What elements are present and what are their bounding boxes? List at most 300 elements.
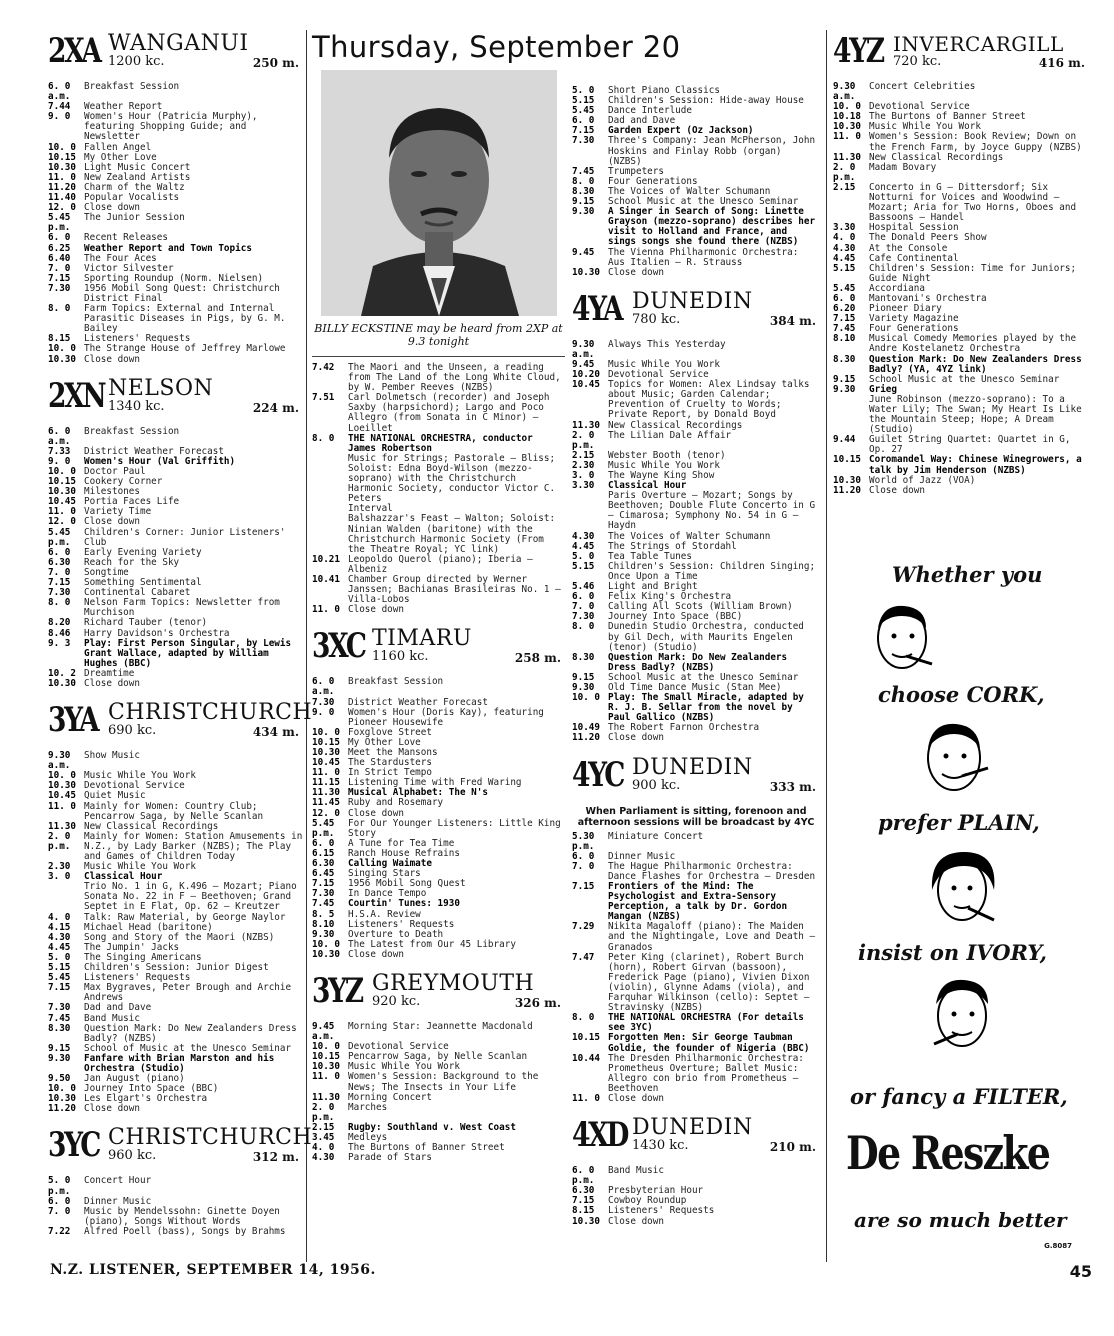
programme-title: Music While You Work: [869, 121, 981, 133]
programme-entry: [312, 708, 565, 728]
programme-time: 7. 0: [572, 860, 595, 872]
programme-title: June Robinson (mezzo-soprano): To a Water Lily; The Swan; My Heart Is Like the Mountain Steep; Hope; A Dream (Studio): [869, 393, 1082, 436]
programme-entry: [833, 486, 1089, 496]
programme-title: Close down: [348, 948, 404, 960]
programme-time: 10.18: [833, 111, 861, 123]
programme-time: [312, 504, 348, 514]
programme-title: Les Elgart's Orchestra: [84, 1093, 208, 1105]
programme-time: 6.30: [572, 1185, 595, 1197]
programme-title: Classical Hour: [84, 871, 163, 883]
programme-time: 6. 0: [833, 292, 856, 304]
programme-time: 7.15: [572, 125, 595, 137]
programme-time: 2. 0 p.m.: [48, 830, 71, 852]
programme-title: Close down: [608, 266, 664, 278]
programme-time: 7.30: [572, 611, 595, 623]
woman-smoking-icon: [922, 842, 1006, 932]
programme-title: Continental Cabaret: [84, 587, 191, 599]
station-header-3xc: [312, 623, 565, 675]
page-title: Thursday, September 20: [312, 30, 681, 64]
programme-title: Listeners' Requests: [348, 918, 455, 930]
programme-time: 7.45: [312, 898, 335, 910]
programme-time: 7.30: [48, 1002, 71, 1014]
programme-time: 11.30: [312, 1091, 340, 1103]
programme-entry: [572, 491, 820, 531]
station-code: 4YZ: [833, 31, 883, 71]
programme-title: Morning Concert: [348, 1091, 432, 1103]
programme-title: Always This Yesterday: [608, 338, 726, 350]
programme-time: 8. 0: [572, 621, 595, 633]
programme-title: Calling All Scots (William Brown): [608, 601, 793, 613]
programme-title: Forgotten Men: Sir George Taubman Goldie, the founder of Nigeria (BBC): [608, 1032, 810, 1054]
programme-entry: [312, 434, 565, 454]
programme-title: In Strict Tempo: [348, 767, 432, 779]
programme-entry: [833, 132, 1089, 152]
programme-entry: [572, 1013, 820, 1033]
programme-title: Guilet String Quartet: Quartet in G, Op. 27: [869, 434, 1071, 456]
programme-time: 7.45: [833, 323, 856, 335]
programme-title: Nelson Farm Topics: Newsletter from Murchison: [84, 597, 280, 619]
station-wavelength: 434 m.: [252, 725, 299, 740]
station-frequency: 690 kc.: [108, 723, 157, 739]
programme-time: 7. 0: [572, 601, 595, 613]
programme-title: Close down: [348, 604, 404, 616]
programme-time: 2.15: [833, 181, 856, 193]
programme-title: Quiet Music: [84, 790, 146, 802]
programme-time: 11.30: [572, 419, 600, 431]
station-code: 3YA: [48, 700, 98, 741]
programme-title: Ruby and Rosemary: [348, 797, 444, 809]
station-code: 4YC: [572, 754, 624, 795]
programme-time: 6. 0: [312, 837, 335, 849]
programme-time: 7.33: [48, 445, 71, 457]
programme-time: 5.45: [572, 105, 595, 117]
portrait-image: [321, 70, 557, 316]
programme-time: 4.45: [48, 941, 71, 953]
programme-time: 10.30: [48, 486, 76, 498]
programme-title: Band Music: [84, 1012, 140, 1024]
programme-title: Fanfare with Brian Marston and his Orchestra (Studio): [84, 1052, 275, 1074]
programme-time: 11. 0: [48, 506, 76, 518]
station-header-3yc: [48, 1122, 313, 1174]
programme-time: 6. 0: [572, 591, 595, 603]
programme-title: Pencarrow Saga, by Nelle Scanlan: [348, 1051, 528, 1063]
programme-entry: [572, 268, 820, 278]
parliament-notice: When Parliament is sitting, forenoon and afternoon sessions will be broadcast by 4YC: [577, 805, 815, 828]
programme-time: 11. 0: [312, 1071, 340, 1083]
programme-title: New Classical Recordings: [84, 820, 219, 832]
programme-time: 6.20: [833, 303, 856, 315]
programme-title: Light Music Concert: [84, 161, 191, 173]
programme-entry: [312, 363, 565, 393]
programme-list: [572, 340, 820, 744]
programme-title: Victor Silvester: [84, 262, 174, 274]
programme-title: Presbyterian Hour: [608, 1185, 704, 1197]
programme-time: [833, 395, 869, 435]
programme-entry: [48, 598, 303, 618]
programme-title: School Music at the Unesco Seminar: [608, 671, 799, 683]
programme-title: Four Generations: [869, 323, 959, 335]
programme-time: 7.47: [572, 951, 595, 963]
programme-entry: [48, 1176, 303, 1196]
programme-time: 3.30: [833, 222, 856, 234]
programme-time: 11. 0: [572, 1092, 600, 1104]
station-name: DUNEDIN: [632, 288, 753, 314]
programme-title: Question Mark: Do New Zealanders Dress Badly? (NZBS): [608, 651, 788, 673]
programme-entry: [312, 899, 565, 909]
station-wavelength: 333 m.: [769, 779, 816, 794]
programme-entry: [48, 355, 303, 365]
programme-title: Band Music: [608, 1165, 664, 1177]
programme-title: Close down: [84, 353, 140, 365]
programme-title: The Voices of Walter Schumann: [608, 185, 771, 197]
programme-title: Cafe Continental: [869, 252, 959, 264]
station-frequency: 900 kc.: [632, 777, 681, 793]
programme-time: 7.15: [48, 577, 71, 589]
programme-title: Frontiers of the Mind: The Psychologist and Extra-Sensory Perception, a talk by Dr. Gordon Mangan (NZBS): [608, 881, 788, 923]
programme-time: 6.30: [312, 858, 335, 870]
programme-entry: [572, 1033, 820, 1053]
programme-time: 7.30: [48, 587, 71, 599]
programme-time: 8. 5: [312, 908, 335, 920]
programme-entry: [572, 882, 820, 922]
programme-time: 5. 0 p.m.: [48, 1175, 71, 1197]
programme-entry: [572, 922, 820, 952]
programme-title: School Music at the Unesco Seminar: [608, 196, 799, 208]
programme-time: 5.15: [572, 95, 595, 107]
programme-entry: [312, 454, 565, 504]
station-frequency: 1340 kc.: [108, 398, 165, 414]
programme-title: Something Sentimental: [84, 577, 202, 589]
programme-title: Chamber Group directed by Werner Janssen; Bachianas Brasileiras No. 1 — Villa-Lobos: [348, 573, 561, 606]
programme-entry: [312, 677, 565, 697]
programme-list: [572, 832, 820, 1105]
programme-time: 4. 0: [48, 911, 71, 923]
programme-time: 10.15: [833, 454, 861, 466]
programme-title: Question Mark: Do New Zealanders Dress Badly? (NZBS): [84, 1022, 297, 1044]
programme-time: 11. 0: [833, 131, 861, 143]
programme-time: 7. 0: [48, 1205, 71, 1217]
programme-time: 6. 0: [48, 232, 71, 244]
programme-time: 10. 0: [572, 692, 600, 704]
programme-time: 4.30: [48, 931, 71, 943]
programme-entry: [48, 1003, 303, 1013]
programme-entry: [572, 1166, 820, 1186]
programme-title: My Other Love: [348, 736, 421, 748]
programme-time: 5. 0: [572, 85, 595, 96]
programme-time: 7.45: [572, 165, 595, 177]
programme-time: 10. 0: [48, 1083, 76, 1095]
programme-time: 9.44: [833, 434, 856, 446]
programme-title: Devotional Service: [348, 1041, 449, 1053]
programme-time: 10. 0: [48, 466, 76, 477]
programme-title: Coromandel Way: Chinese Winegrowers, a talk by Jim Henderson (NZBS): [869, 454, 1082, 476]
programme-time: 7.15: [572, 1195, 595, 1207]
programme-title: The Strange House of Jeffrey Marlowe: [84, 343, 286, 355]
programme-time: 5.30 p.m.: [572, 830, 595, 852]
programme-title: Close down: [84, 202, 140, 214]
programme-entry: [48, 284, 303, 304]
programme-entry: [48, 1227, 303, 1237]
programme-title: Listeners' Requests: [608, 1205, 715, 1217]
programme-title: Harry Davidson's Orchestra: [84, 627, 230, 639]
programme-entry: [572, 733, 820, 743]
programme-time: 7.51: [312, 392, 335, 404]
programme-title: Charm of the Waltz: [84, 181, 185, 193]
programme-time: 2. 0 p.m.: [312, 1101, 335, 1123]
programme-entry: [572, 832, 820, 852]
programme-time: 8.30: [48, 1022, 71, 1034]
programme-time: 6.40: [48, 252, 71, 264]
programme-entry: [833, 233, 1089, 243]
programme-title: Singing Stars: [348, 868, 421, 880]
programme-title: Ranch House Refrains: [348, 847, 460, 859]
programme-title: H.S.A. Review: [348, 908, 421, 920]
page-number: 45: [1069, 1262, 1092, 1281]
programme-time: 5.46: [572, 581, 595, 593]
programme-time: 10.30: [48, 161, 76, 173]
programme-title: Grieg: [869, 383, 897, 395]
programme-entry: [833, 264, 1089, 284]
programme-title: The Dresden Philharmonic Orchestra: Prometheus Overture; Ballet Music: Allegro con brio from Prometheus — Beethoven: [608, 1052, 804, 1094]
programme-entry: [48, 983, 303, 1003]
programme-time: 9.45 a.m.: [312, 1020, 335, 1043]
programme-title: Tea Table Tunes: [608, 550, 692, 562]
programme-time: 2. 0 p.m.: [833, 161, 856, 183]
programme-title: Close down: [869, 484, 925, 496]
programme-title: Paris Overture — Mozart; Songs by Beethoven; Double Flute Concerto in G — Cimarosa; Symphony No. 54 in G — Haydn: [608, 490, 816, 532]
programme-time: 9.15: [833, 373, 856, 385]
programme-title: Mainly for Women: Station Amusements in N.Z., by Lady Barker (NZBS); The Play and Games of Children Today: [84, 830, 303, 862]
programme-time: 6. 0 a.m.: [48, 81, 71, 103]
programme-time: 8.20: [48, 617, 71, 629]
programme-entry: [572, 1217, 820, 1227]
programme-title: Women's Hour (Patricia Murphy), featuring Shopping Guide; and Newsletter: [84, 111, 258, 143]
programme-title: At the Console: [869, 242, 948, 254]
programme-time: 10.45: [312, 757, 340, 769]
programme-entry: [48, 1207, 303, 1227]
programme-time: 10.30: [312, 747, 340, 758]
programme-entry: [312, 819, 565, 839]
programme-time: 9.30 a.m.: [572, 338, 595, 360]
programme-time: 10. 0: [48, 343, 76, 355]
programme-entry: [833, 355, 1089, 375]
programme-entry: [572, 562, 820, 582]
programme-time: [572, 491, 608, 531]
programme-time: 4.30: [312, 1152, 335, 1164]
station-wavelength: 312 m.: [252, 1150, 299, 1165]
man-smoking-icon: [862, 594, 942, 676]
programme-title: Miniature Concert: [608, 830, 704, 842]
programme-title: Carl Dolmetsch (recorder) and Joseph Saxby (harpsichord); Largo and Poco Allegro (from Sonata in C Minor) — Loeillet: [348, 392, 550, 434]
programme-time: 9.30 a.m.: [48, 750, 71, 772]
programme-time: 4.15: [48, 921, 71, 933]
column-4: [833, 28, 1089, 496]
programme-entry: [572, 431, 820, 451]
programme-time: 10.20: [572, 369, 600, 381]
programme-title: Mantovani's Orchestra: [869, 292, 987, 304]
programme-title: Trumpeters: [608, 165, 664, 177]
programme-time: 5.45 p.m.: [48, 212, 71, 234]
programme-title: Dinner Music: [84, 1195, 152, 1207]
programme-title: New Classical Recordings: [869, 151, 1004, 163]
man-smoking-icon: [912, 712, 996, 800]
programme-title: The Jumpin' Jacks: [84, 941, 180, 953]
programme-title: Musical Alphabet: The N's: [348, 787, 488, 799]
programme-time: 8.30: [833, 353, 856, 365]
programme-title: Classical Hour: [608, 480, 687, 492]
programme-time: 7.30: [312, 888, 335, 900]
programme-title: Breakfast Session: [84, 81, 180, 92]
programme-time: 2.30: [572, 459, 595, 471]
station-name: CHRISTCHURCH: [108, 1125, 313, 1151]
programme-time: 9.50: [48, 1073, 71, 1085]
programme-title: Fallen Angel: [84, 141, 152, 153]
station-name: CHRISTCHURCH: [108, 700, 313, 726]
programme-title: Music While You Work: [84, 770, 196, 782]
programme-title: Women's Session: Background to the News; The Insects in Your Life: [348, 1071, 539, 1093]
programme-entry: [48, 882, 303, 912]
programme-time: 11.40: [48, 192, 76, 204]
programme-title: Play: First Person Singular, by Lewis Grant Wallace, adapted by William Hughes (BBC): [84, 637, 292, 669]
programme-time: 5. 0: [48, 951, 71, 963]
programme-title: A Tune for Tea Time: [348, 837, 455, 849]
programme-time: 11. 0: [48, 800, 76, 812]
programme-entry: [572, 248, 820, 268]
programme-time: 9.15: [572, 671, 595, 683]
station-frequency: 780 kc.: [632, 311, 681, 327]
programme-title: Listening Time with Fred Waring: [348, 777, 522, 789]
programme-time: 10.45: [572, 379, 600, 391]
station-header-4yc: [572, 752, 820, 804]
programme-title: The Stardusters: [348, 757, 432, 769]
programme-time: [312, 454, 348, 504]
programme-title: Topics for Women: Alex Lindsay talks about Music; Garden Calendar; Prevention of Cruelty to Words; Private Report, by Donald Boyd: [608, 379, 810, 421]
programme-title: Variety Magazine: [869, 313, 959, 325]
programme-time: 10.30: [572, 266, 600, 278]
programme-title: Richard Tauber (tenor): [84, 617, 208, 629]
programme-time: 10. 0: [833, 101, 861, 113]
column-3: [572, 28, 820, 1227]
programme-entry: [833, 163, 1089, 183]
station-wavelength: 416 m.: [1038, 56, 1085, 70]
programme-time: 6.25: [48, 242, 71, 254]
station-name: WANGANUI: [108, 31, 249, 56]
programme-title: Close down: [608, 1215, 664, 1227]
programme-time: 10.15: [48, 476, 76, 488]
programme-time: 3.30: [572, 480, 595, 492]
programme-time: 10.30: [48, 677, 76, 689]
portrait-photo: [321, 70, 557, 316]
programme-title: The Hague Philharmonic Orchestra: Dance Flashes for Orchestra — Dresden: [608, 860, 816, 882]
station-frequency: 1160 kc.: [372, 649, 429, 665]
programme-title: Light and Bright: [608, 581, 698, 593]
programme-time: 7.22: [48, 1225, 71, 1237]
programme-title: Dreamtime: [84, 667, 135, 679]
programme-title: Trio No. 1 in G, K.496 — Mozart; Piano Sonata No. 22 in F — Beethoven; Grand Septet in E Flat, Op. 62 — Kreutzer: [84, 881, 297, 913]
programme-title: Children's Session: Time for Juniors; Guide Night: [869, 262, 1077, 284]
programme-entry: [48, 639, 303, 669]
programme-title: Devotional Service: [608, 369, 709, 381]
station-frequency: 720 kc.: [893, 54, 942, 69]
programme-title: Journey Into Space (BBC): [84, 1083, 219, 1095]
programme-title: The Vienna Philharmonic Orchestra: Aus Italien — R. Strauss: [608, 246, 799, 268]
programme-time: 5.45: [48, 972, 71, 984]
programme-time: 7.44: [48, 101, 71, 113]
programme-time: 4.45: [833, 252, 856, 264]
photo-caption: BILLY ECKSTINE may be heard from 2XP at 9.3 tonight: [314, 322, 563, 348]
programme-list: [572, 86, 820, 278]
advert-line: prefer PLAIN,: [878, 810, 1040, 835]
programme-time: 2.15: [572, 449, 595, 461]
programme-time: 9. 0: [312, 706, 335, 718]
programme-title: The Voices of Walter Schumann: [608, 530, 771, 542]
programme-title: Question Mark: Do New Zealanders Dress Badly? (YA, 4YZ link): [869, 353, 1082, 375]
programme-time: 8.46: [48, 627, 71, 639]
programme-time: 9.15: [572, 196, 595, 208]
programme-time: 5.45 p.m.: [48, 526, 71, 548]
programme-title: World of Jazz (VOA): [869, 474, 976, 486]
programme-entry: [833, 82, 1089, 102]
programme-title: Songtime: [84, 566, 129, 578]
programme-time: 6.30: [48, 556, 71, 568]
programme-title: The Lilian Dale Affair: [608, 429, 732, 441]
programme-entry: [833, 334, 1089, 354]
programme-time: 6.45: [312, 868, 335, 880]
programme-title: Devotional Service: [869, 101, 970, 113]
programme-title: Devotional Service: [84, 780, 185, 792]
programme-title: Weather Report: [84, 101, 163, 113]
programme-title: Pioneer Diary: [869, 303, 942, 315]
programme-time: 11.30: [312, 787, 340, 799]
programme-time: 3.45: [312, 1132, 335, 1143]
programme-title: Medleys: [348, 1132, 388, 1143]
programme-time: 10. 0: [48, 141, 76, 153]
programme-entry: [833, 183, 1089, 223]
programme-title: Close down: [608, 732, 664, 744]
programme-title: Rugby: Southland v. West Coast: [348, 1121, 516, 1133]
programme-title: A Singer in Search of Song: Linette Grayson (mezzo-soprano) describes her visit to Holland and France, and sings songs she found there (NZBS): [608, 206, 816, 248]
programme-entry: [48, 213, 303, 233]
programme-time: 10.30: [312, 948, 340, 960]
programme-title: Music While You Work: [84, 861, 196, 873]
programme-title: Children's Corner: Junior Listeners' Club: [84, 526, 286, 548]
station-header-3ya: [48, 697, 313, 749]
programme-time: 8. 0: [312, 432, 335, 444]
programme-entry: [312, 950, 565, 960]
programme-list: [312, 677, 565, 960]
programme-time: 10.49: [572, 722, 600, 734]
programme-title: The Burtons of Banner Street: [869, 111, 1026, 123]
programme-title: Jan August (piano): [84, 1073, 185, 1085]
programme-time: 8. 0: [48, 597, 71, 609]
station-header-4xd: [572, 1112, 820, 1164]
programme-title: Calling Waimate: [348, 858, 432, 870]
de-reszke-advert: [836, 556, 1088, 1250]
programme-title: Popular Vocalists: [84, 192, 180, 204]
station-name: DUNEDIN: [632, 754, 753, 780]
programme-title: The Donald Peers Show: [869, 232, 987, 244]
programme-entry: [48, 112, 303, 142]
programme-time: 9.30: [572, 206, 595, 218]
programme-time: 10.45: [48, 790, 76, 802]
programme-title: Close down: [84, 1103, 140, 1115]
programme-entry: [572, 653, 820, 673]
programme-entry: [572, 1054, 820, 1094]
advert-line: Whether you: [892, 562, 1043, 587]
programme-time: 9. 0: [48, 111, 71, 123]
programme-title: Variety Time: [84, 506, 152, 518]
programme-title: Dunedin Studio Orchestra, conducted by Gil Dech, with Maurits Engelen (tenor) (Studio): [608, 621, 804, 653]
